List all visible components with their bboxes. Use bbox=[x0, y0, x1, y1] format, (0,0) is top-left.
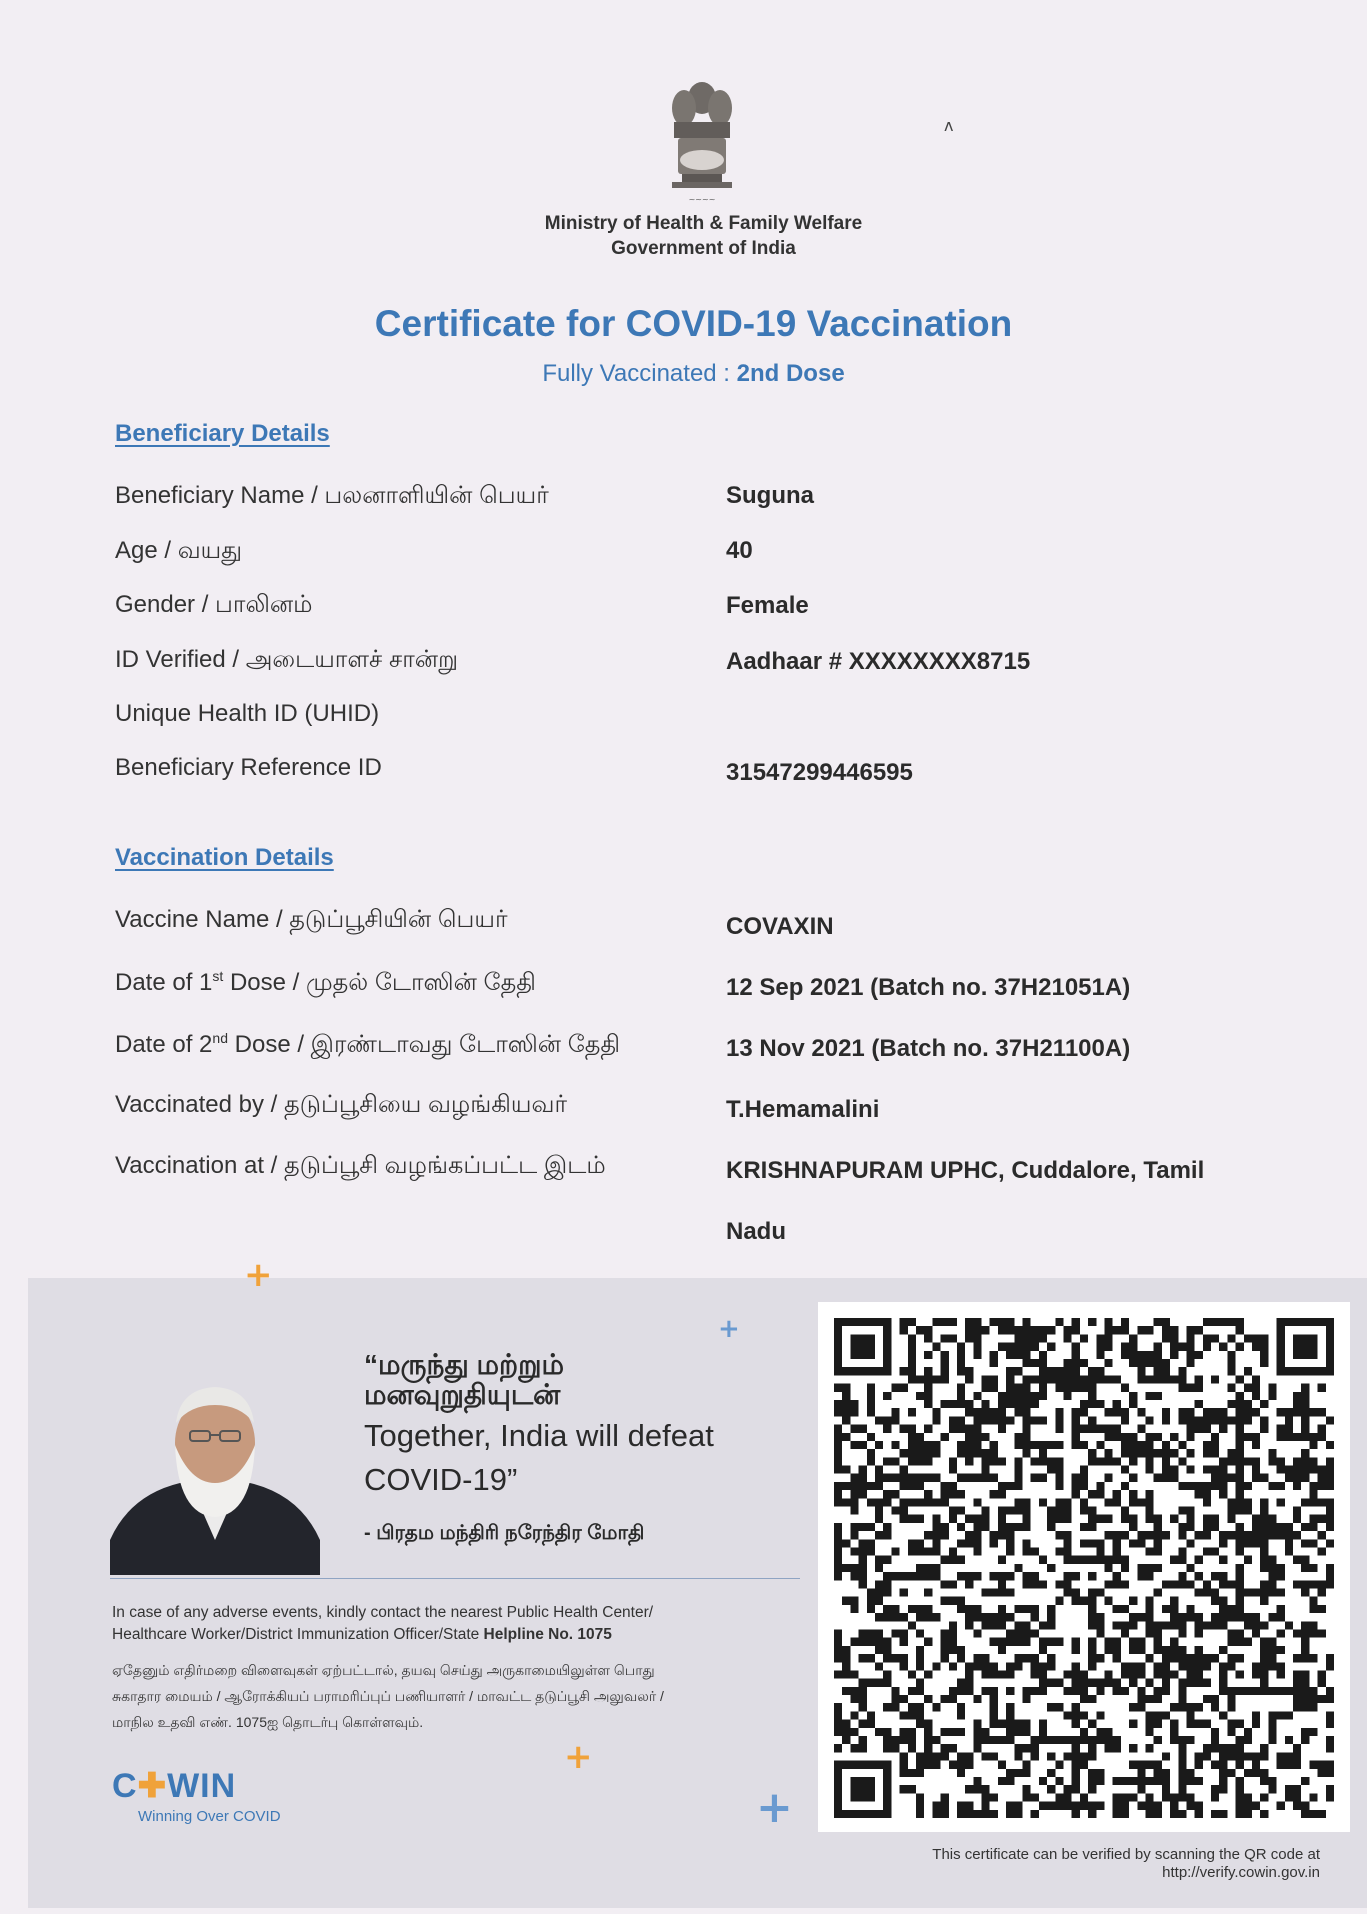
quote-attribution: - பிரதம மந்திரி நரேந்திர மோதி bbox=[364, 1522, 645, 1544]
cowin-c: C bbox=[112, 1767, 138, 1805]
gender-label: Gender / பாலினம் bbox=[115, 591, 313, 618]
adverse-events-notice-ta bbox=[112, 1657, 802, 1735]
plus-decoration: + bbox=[564, 1737, 593, 1777]
scan-mark: ʌ bbox=[944, 116, 954, 135]
notice-ta-line3: மாநில உதவி எண். 1075ஐ தொடர்பு கொள்ளவும். bbox=[112, 1714, 424, 1730]
plus-decoration: + bbox=[718, 1314, 740, 1344]
dose2-label-sup: nd bbox=[212, 1030, 228, 1046]
state-emblem-icon bbox=[660, 78, 744, 208]
svg-text:~~~~: ~~~~ bbox=[688, 195, 716, 204]
qr-code-frame bbox=[818, 1302, 1350, 1832]
vaccine-name-value: COVAXIN bbox=[726, 913, 834, 940]
notice-en-line1: In case of any adverse events, kindly contact the nearest Public Health Center/ bbox=[112, 1604, 654, 1621]
adverse-events-notice-en bbox=[112, 1602, 802, 1646]
vaccine-name-label: Vaccine Name / தடுப்பூசியின் பெயர் bbox=[115, 906, 508, 933]
verify-url: http://verify.cowin.gov.in bbox=[1162, 1864, 1320, 1881]
helpline-number: Helpline No. 1075 bbox=[483, 1626, 612, 1643]
uhid-label: Unique Health ID (UHID) bbox=[115, 700, 380, 727]
dose2-label-pre: Date of 2 bbox=[115, 1031, 213, 1058]
age-label: Age / வயது bbox=[115, 537, 243, 564]
government-name: Government of India bbox=[611, 238, 796, 259]
dose1-label bbox=[115, 968, 536, 999]
cowin-rest: WIN bbox=[167, 1767, 237, 1805]
vaccinated-at-line1: KRISHNAPURAM UPHC, Cuddalore, Tamil bbox=[726, 1157, 1205, 1184]
dose2-label bbox=[115, 1030, 620, 1061]
vaccination-heading: Vaccination Details bbox=[115, 844, 334, 871]
vaccinated-at-label: Vaccination at / தடுப்பூசி வழங்கப்பட்ட இடம் bbox=[115, 1152, 606, 1179]
beneficiary-name-value: Suguna bbox=[726, 482, 814, 509]
plus-decoration: + bbox=[244, 1255, 273, 1295]
dose2-label-post: Dose / இரண்டாவது டோஸின் தேதி bbox=[227, 1031, 621, 1058]
vaccinated-by-value: T.Hemamalini bbox=[726, 1096, 880, 1123]
quote-tamil-line2: மனவுறுதியுடன் bbox=[364, 1379, 561, 1410]
plus-decoration: + bbox=[756, 1782, 793, 1833]
beneficiary-heading: Beneficiary Details bbox=[115, 420, 330, 447]
gender-value: Female bbox=[726, 592, 809, 619]
reference-id-value: 31547299446595 bbox=[726, 759, 913, 786]
notice-ta-line2: சுகாதார மையம் / ஆரோக்கியப் பராமரிப்புப் பணியாளர் / மாவட்ட தடுப்பூசி அலுவலர் / bbox=[112, 1688, 664, 1704]
cowin-plus-icon: ✚ bbox=[137, 1767, 168, 1805]
notice-en-line2 bbox=[112, 1624, 802, 1646]
vaccinated-at-line2: Nadu bbox=[726, 1218, 786, 1245]
age-value: 40 bbox=[726, 537, 753, 564]
vaccinated-by-label: Vaccinated by / தடுப்பூசியை வழங்கியவர் bbox=[115, 1091, 568, 1118]
id-verified-value: Aadhaar # XXXXXXXX8715 bbox=[726, 648, 1031, 675]
dose2-value: 13 Nov 2021 (Batch no. 37H21100A) bbox=[726, 1035, 1131, 1062]
notice-en-line2-text: Healthcare Worker/District Immunization Officer/State bbox=[112, 1626, 484, 1643]
cowin-logo bbox=[112, 1766, 236, 1806]
vaccination-status bbox=[0, 360, 1367, 388]
quote-english-line1: Together, India will defeat bbox=[364, 1418, 714, 1453]
status-dose: 2nd Dose bbox=[736, 360, 845, 387]
id-verified-label: ID Verified / அடையாளச் சான்று bbox=[115, 646, 459, 673]
qr-code bbox=[834, 1318, 1334, 1818]
dose1-label-pre: Date of 1 bbox=[115, 969, 213, 996]
dose1-value: 12 Sep 2021 (Batch no. 37H21051A) bbox=[726, 974, 1131, 1001]
panel-divider bbox=[110, 1578, 800, 1579]
portrait-image bbox=[110, 1365, 320, 1575]
ministry-name: Ministry of Health & Family Welfare bbox=[544, 213, 863, 234]
beneficiary-name-label: Beneficiary Name / பலனாளியின் பெயர் bbox=[115, 482, 549, 509]
certificate-title: Certificate for COVID-19 Vaccination bbox=[374, 303, 1013, 344]
verify-instruction: This certificate can be verified by scanning the QR code at bbox=[932, 1846, 1320, 1863]
status-prefix: Fully Vaccinated : bbox=[542, 360, 737, 387]
reference-id-label: Beneficiary Reference ID bbox=[115, 754, 382, 781]
dose1-label-post: Dose / முதல் டோஸின் தேதி bbox=[223, 969, 536, 996]
notice-ta-line1: ஏதேனும் எதிர்மறை விளைவுகள் ஏற்பட்டால், தயவு செய்து அருகாமையிலுள்ள பொது bbox=[112, 1662, 655, 1678]
quote-tamil-line1: “மருந்து மற்றும் bbox=[364, 1349, 565, 1380]
cowin-tagline: Winning Over COVID bbox=[138, 1808, 281, 1825]
dose1-label-sup: st bbox=[212, 968, 224, 984]
quote-english-line2: COVID-19” bbox=[364, 1462, 518, 1497]
